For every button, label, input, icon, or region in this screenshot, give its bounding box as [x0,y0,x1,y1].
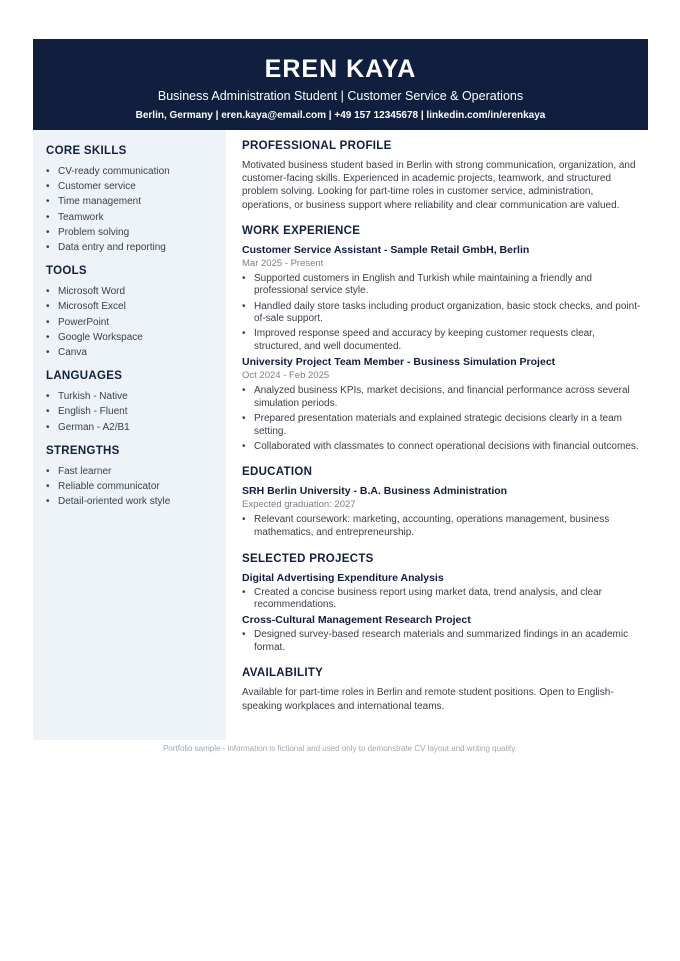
list-item: • Time management [46,194,226,209]
list-item: • Google Workspace [46,330,226,345]
list-item: • Prepared presentation materials and explained strategic decisions clearly in a team setting. [242,413,642,438]
list-item: • PowerPoint [46,315,226,330]
list-item: • German - A2/B1 [46,420,226,435]
profile-text: Motivated business student based in Berlin with strong communication, organization, and customer-facing skills. Experienced in academic projects, teamwork, and structured problem solving. Looking for part-time roles in customer service, administration, operations, or business support where reliability and clear communication are valued. [242,160,636,211]
graduation-date: Expected graduation: 2027 [242,499,356,511]
list-item: • English - Fluent [46,404,226,419]
job-date: Mar 2025 - Present [242,257,324,269]
list-item: • Problem solving [46,225,226,240]
tools-section [46,264,226,360]
list-item: • Customer service [46,179,226,194]
job-title: University Project Team Member - Business Simulation Project [242,356,556,369]
availability-section [242,666,642,712]
list-item: • Turkish - Native [46,389,226,404]
job-entry [242,356,642,453]
list-item: • Improved response speed and accuracy by keeping customer requests clear, structured, and well documented. [242,328,642,353]
section-title: CORE SKILLS [46,145,127,157]
list-item: • Canva [46,345,226,360]
experience-section [242,224,642,454]
list-item: • Handled daily store tasks including product organization, basic stock checks, and point-of-sale support. [242,301,642,326]
list-item: • Collaborated with classmates to connect operational decisions with financial outcomes. [242,441,642,454]
list-item: • Reliable communicator [46,479,226,494]
projects-section [242,552,642,655]
profile-section [242,139,642,212]
project-title: Cross-Cultural Management Research Project [242,614,471,627]
list-item: • Teamwork [46,210,226,225]
section-title: AVAILABILITY [242,667,324,680]
job-date: Oct 2024 - Feb 2025 [242,370,330,382]
list-item: • Designed survey-based research materials and summarized findings in an academic format. [242,629,642,654]
sidebar [33,130,226,740]
contact-line: Berlin, Germany | eren.kaya@email.com | +49 157 12345678 | linkedin.com/in/erenkaya [135,110,546,121]
project-title: Digital Advertising Expenditure Analysis [242,571,444,584]
list-item: • Data entry and reporting [46,240,226,255]
section-title: PROFESSIONAL PROFILE [242,140,392,152]
list-item: • Microsoft Word [46,284,226,299]
list-item: • Created a concise business report using market data, trend analysis, and clear recommendations. [242,587,642,612]
availability-text: Available for part-time roles in Berlin and remote student positions. Open to English-speaking workplaces and international teams. [242,687,614,712]
list-item: • Supported customers in English and Turkish while maintaining a friendly and professional service style. [242,273,642,298]
languages-section [46,369,226,435]
section-title: STRENGTHS [46,444,120,457]
degree-title: SRH Berlin University - B.A. Business Administration [242,485,508,498]
candidate-name: EREN KAYA [264,55,417,83]
core-skills-section [46,144,226,255]
list-item: • Detail-oriented work style [46,494,226,509]
section-title: SELECTED PROJECTS [242,552,374,565]
section-title: LANGUAGES [46,370,123,383]
section-title: EDUCATION [242,466,313,479]
list-item: • Relevant coursework: marketing, accounting, operations management, business mathematics, and entrepreneurship. [242,514,642,539]
section-title: WORK EXPERIENCE [242,224,361,237]
education-section [242,465,642,539]
list-item: • Microsoft Excel [46,299,226,314]
list-item: • CV-ready communication [46,164,226,179]
job-entry [242,244,642,354]
list-item: • Fast learner [46,464,226,479]
main-content [242,139,642,725]
section-title: TOOLS [46,265,87,278]
footer-note: Portfolio sample - information is fictional and used only to demonstrate CV layout and writing quality. [163,744,517,753]
cv-header [33,39,648,130]
candidate-subtitle: Business Administration Student | Customer Service & Operations [157,89,524,103]
job-title: Customer Service Assistant - Sample Retail GmbH, Berlin [242,243,530,256]
list-item: • Analyzed business KPIs, market decisions, and financial performance across several simulation periods. [242,385,642,410]
strengths-section [46,444,226,510]
